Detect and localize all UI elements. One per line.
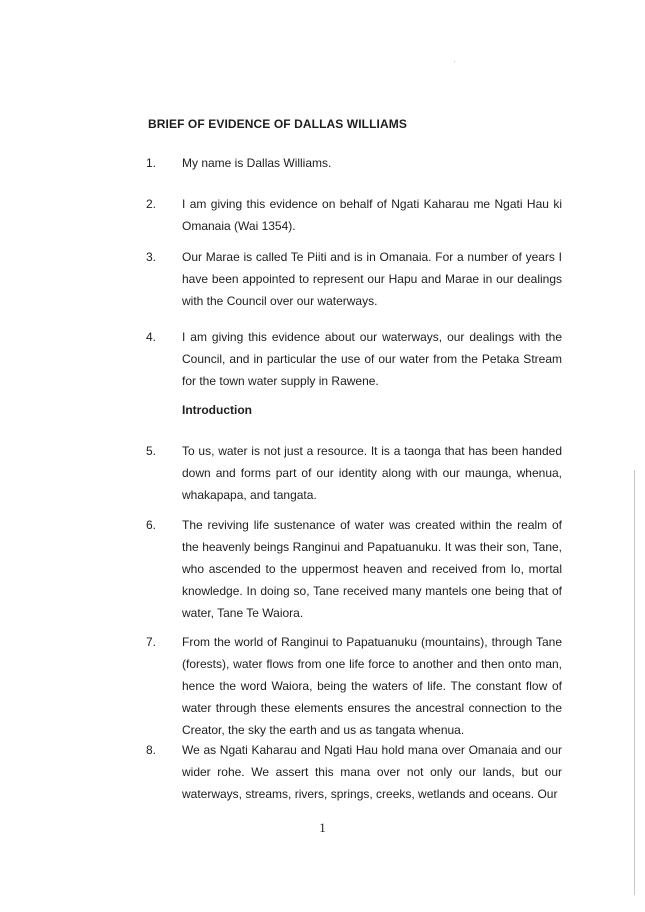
scan-speck (454, 61, 455, 62)
paragraph-number: 4. (146, 330, 157, 344)
section-heading-introduction: Introduction (182, 403, 252, 417)
page-number: 1 (319, 820, 326, 835)
paragraph-number: 6. (146, 518, 157, 532)
paragraph-text: Our Marae is called Te Piiti and is in Omanaia. For a number of years I have been appointed to represent our Hapu and Marae in our dealings with the Council over our waterways. (182, 250, 562, 308)
paragraph-number: 3. (146, 250, 157, 264)
scan-edge-line (634, 470, 635, 895)
paragraph-text: My name is Dallas Williams. (182, 156, 332, 170)
paragraph-number: 7. (146, 635, 157, 649)
paragraph-text: I am giving this evidence on behalf of Ngati Kaharau me Ngati Hau ki Omanaia (Wai 1354). (182, 197, 562, 233)
paragraph-text: I am giving this evidence about our waterways, our dealings with the Council, and in particular the use of our water from the Petaka Stream for the town water supply in Rawene. (182, 330, 562, 388)
document-title: BRIEF OF EVIDENCE OF DALLAS WILLIAMS (148, 117, 407, 131)
paragraph-number: 5. (146, 444, 157, 458)
paragraph-number: 8. (146, 743, 157, 757)
paragraph-number: 2. (146, 197, 157, 211)
paragraph-number: 1. (146, 156, 157, 170)
paragraph-text: The reviving life sustenance of water was created within the realm of the heavenly beings Ranginui and Papatuanuku. It was their son, Tane, who ascended to the uppermost heaven and received from Io, mortal knowledge. In doing so, Tane received many mantels one being that of water, Tane Te Waiora. (182, 518, 562, 620)
paragraph-text: We as Ngati Kaharau and Ngati Hau hold mana over Omanaia and our wider rohe. We assert this mana over not only our lands, but our waterways, streams, rivers, springs, creeks, wetlands and oceans. Our (182, 743, 562, 801)
paragraph-text: From the world of Ranginui to Papatuanuku (mountains), through Tane (forests), water flows from one life force to another and then onto man, hence the word Waiora, being the waters of life. The constant flow of water through these elements ensures the ancestral connection to the Creator, the sky the earth and us as tangata whenua. (182, 635, 562, 737)
paragraph-text: To us, water is not just a resource. It is a taonga that has been handed down and forms part of our identity along with our maunga, whenua, whakapapa, and tangata. (182, 444, 562, 502)
